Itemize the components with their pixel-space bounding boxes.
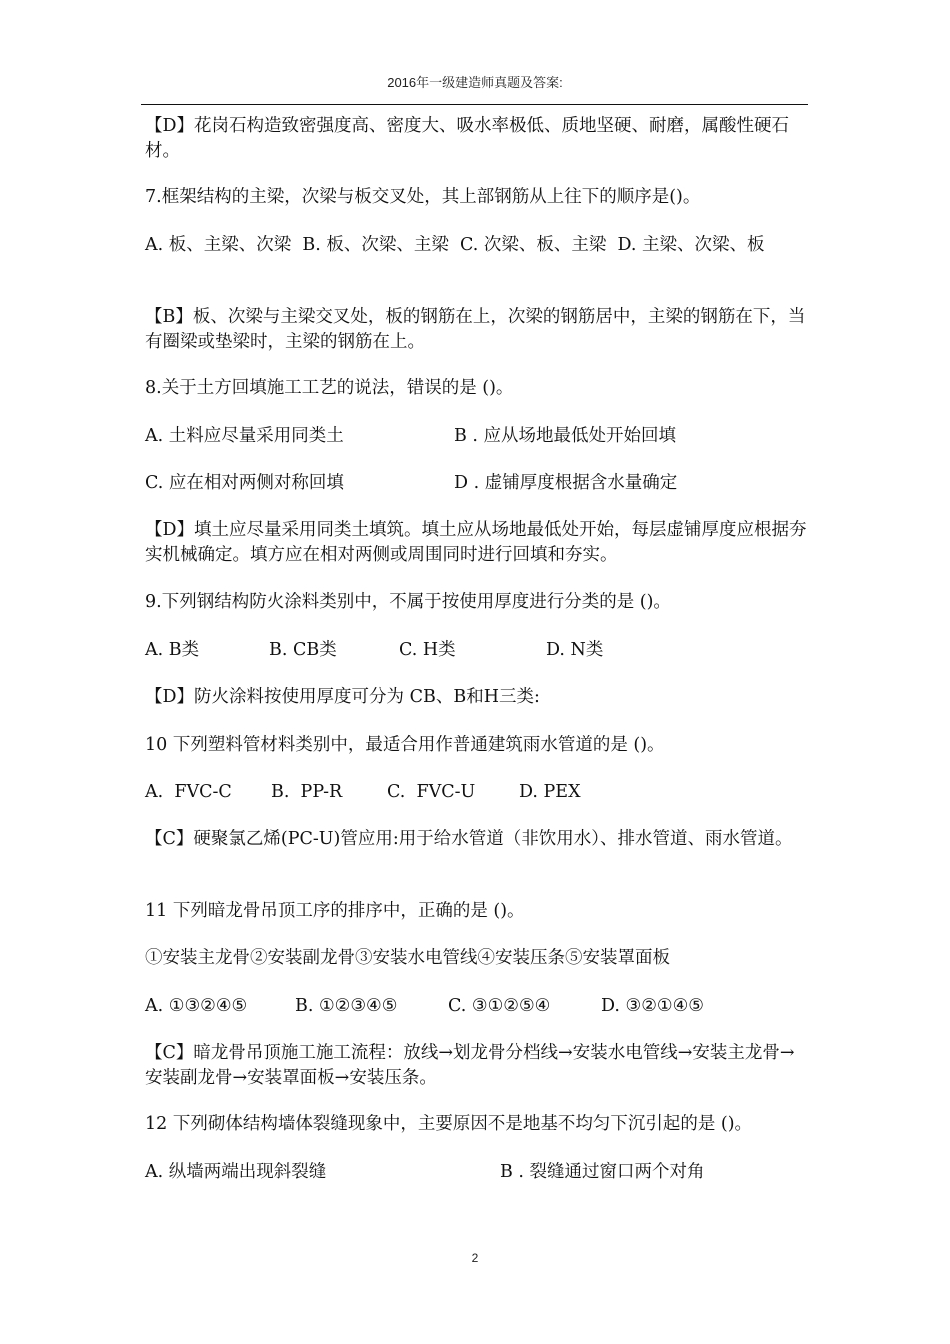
option-b: B. PP-R	[271, 782, 343, 802]
page-header: 2016年一级建造师真题及答案:	[387, 75, 563, 90]
option-d: D. PEX	[519, 782, 581, 802]
question-12: 12 下列砌体结构墙体裂缝现象中，主要原因不是地基不均匀下沉引起的是 ()。	[145, 1114, 753, 1134]
answer-6: 【D】花岗石构造致密强度高、密度大、吸水率极低、质地坚硬、耐磨，属酸性硬石材。	[145, 116, 790, 161]
question-10-options	[145, 780, 810, 805]
option-b: B . 裂缝通过窗口两个对角	[500, 1162, 705, 1182]
question-11-steps: ①安装主龙骨②安装副龙骨③安装水电管线④安装压条⑤安装罩面板	[145, 948, 670, 968]
answer-11: 【C】暗龙骨吊顶施工施工流程：放线→划龙骨分档线→安装水电管线→安装主龙骨→安装副龙骨→安装罩面板→安装压条。	[145, 1043, 795, 1088]
header-divider	[141, 104, 808, 105]
option-b: B. ①②③④⑤	[295, 996, 398, 1016]
page-number: 2	[471, 1251, 479, 1265]
question-11: 11 下列暗龙骨吊顶工序的排序中，正确的是 ()。	[145, 901, 525, 921]
question-8-options-row-1	[145, 424, 810, 449]
question-11-options	[145, 994, 810, 1019]
option-d: D. ③②①④⑤	[601, 996, 704, 1016]
question-10: 10 下列塑料管材料类别中，最适合用作普通建筑雨水管道的是 ()。	[145, 735, 665, 755]
answer-9: 【D】防火涂料按使用厚度可分为 CB、B和H三类:	[145, 687, 540, 707]
option-c: C. ③①②⑤④	[448, 996, 551, 1016]
option-c: C. H类	[399, 640, 456, 660]
option-d: D. N类	[546, 640, 604, 660]
question-12-options	[145, 1160, 810, 1185]
option-a: A. 纵墙两端出现斜裂缝	[145, 1162, 327, 1182]
option-a: A. B类	[145, 640, 200, 660]
option-d: D . 虚铺厚度根据含水量确定	[454, 473, 678, 493]
answer-8: 【D】填土应尽量采用同类土填筑。填土应从场地最低处开始，每层虚铺厚度应根据夯实机械确定。填方应在相对两侧或周围同时进行回填和夯实。	[145, 520, 807, 565]
question-7-options: A. 板、主梁、次梁 B. 板、次梁、主梁 C. 次梁、板、主梁 D. 主梁、次梁、板	[145, 235, 765, 255]
question-7: 7.框架结构的主梁，次梁与板交叉处，其上部钢筋从上往下的顺序是()。	[145, 187, 701, 207]
option-c: C. 应在相对两侧对称回填	[145, 473, 344, 493]
option-b: B. CB类	[269, 640, 337, 660]
option-a: A. 土料应尽量采用同类土	[145, 426, 344, 446]
option-c: C. FVC-U	[387, 782, 476, 802]
option-b: B . 应从场地最低处开始回填	[454, 426, 677, 446]
answer-7: 【B】板、次梁与主梁交叉处，板的钢筋在上，次梁的钢筋居中，主梁的钢筋在下，当有圈梁或垫梁时，主梁的钢筋在上。	[145, 307, 806, 352]
question-9: 9.下列钢结构防火涂料类别中，不属于按使用厚度进行分类的是 ()。	[145, 592, 671, 612]
option-a: A. ①③②④⑤	[145, 996, 248, 1016]
answer-10: 【C】硬聚氯乙烯(PC-U)管应用:用于给水管道（非饮用水）、排水管道、雨水管道。	[145, 829, 793, 849]
option-a: A. FVC-C	[145, 782, 232, 802]
question-9-options	[145, 638, 810, 663]
question-8-options-row-2	[145, 471, 810, 496]
question-8: 8.关于土方回填施工工艺的说法，错误的是 ()。	[145, 378, 514, 398]
